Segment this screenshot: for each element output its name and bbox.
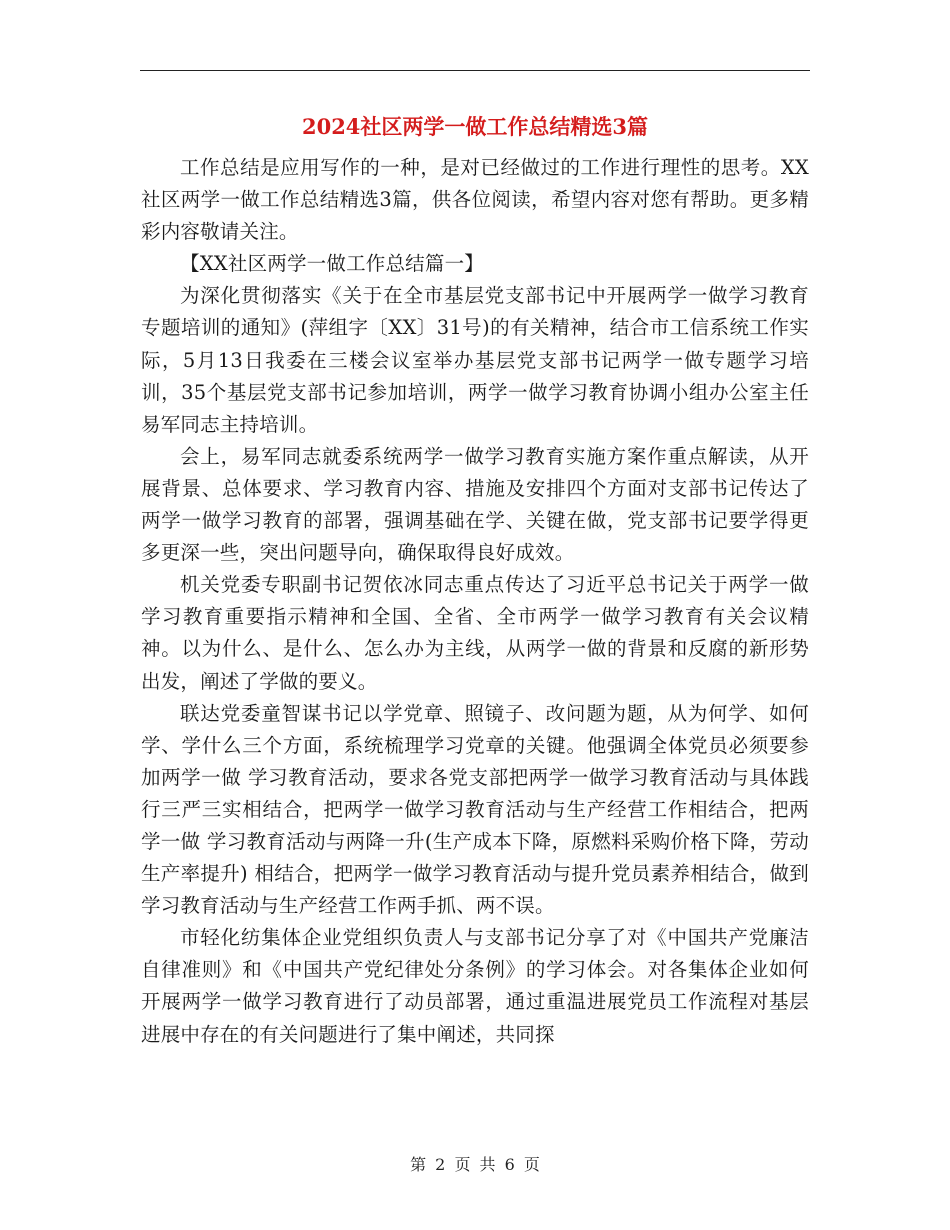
paragraph: 为深化贯彻落实《关于在全市基层党支部书记中开展两学一做学习教育专题培训的通知》(萍组字〔XX〕31号)的有关精神，结合市工信系统工作实际，5月13日我委在三楼会议室举办基层党支部书记两学一做专题学习培训，35个基层党支部书记参加培训，两学一做学习教育协调小组办公室主任易军同志主持培训。 [141,284,809,436]
document-body [141,152,809,1051]
paragraph: 联达党委童智谋书记以学党章、照镜子、改问题为题，从为何学、如何学、学什么三个方面，系统梳理学习党章的关键。他强调全体党员必须要参加两学一做 学习教育活动，要求各党支部把两学一做学习教育活动与具体践行三严三实相结合，把两学一做学习教育活动与生产经营工作相结合，把两学一做 学习教育活动与两降一升(生产成本下降，原燃料采购价格下降，劳动生产率提升) 相结合，把两学一做学习教育活动与提升党员素养相结合，做到学习教育活动与生产经营工作两手抓、两不误。 [141,701,809,918]
paragraph: 会上，易军同志就委系统两学一做学习教育实施方案作重点解读，从开展背景、总体要求、学习教育内容、措施及安排四个方面对支部书记传达了两学一做学习教育的部署，强调基础在学、关键在做，党支部书记要学得更多更深一些，突出问题导向，确保取得良好成效。 [141,444,809,565]
header-rule [140,70,810,71]
document-title: 2024社区两学一做工作总结精选3篇 [301,114,649,139]
paragraph-intro: 工作总结是应用写作的一种，是对已经做过的工作进行理性的思考。XX社区两学一做工作总结精选3篇，供各位阅读，希望内容对您有帮助。更多精彩内容敬请关注。 [141,156,809,244]
section-heading: 【XX社区两学一做工作总结篇一】 [180,252,484,276]
paragraph: 市轻化纺集体企业党组织负责人与支部书记分享了对《中国共产党廉洁自律准则》和《中国共产党纪律处分条例》的学习体会。对各集体企业如何开展两学一做学习教育进行了动员部署，通过重温进展党员工作流程对基层进展中存在的有关问题进行了集中阐述，共同探 [141,926,809,1046]
page-number: 第 2 页 共 6 页 [410,1155,540,1174]
paragraph: 机关党委专职副书记贺依冰同志重点传达了习近平总书记关于两学一做学习教育重要指示精神和全国、全省、全市两学一做学习教育有关会议精神。以为什么、是什么、怎么办为主线，从两学一做的背景和反腐的新形势出发，阐述了学做的要义。 [141,573,809,693]
